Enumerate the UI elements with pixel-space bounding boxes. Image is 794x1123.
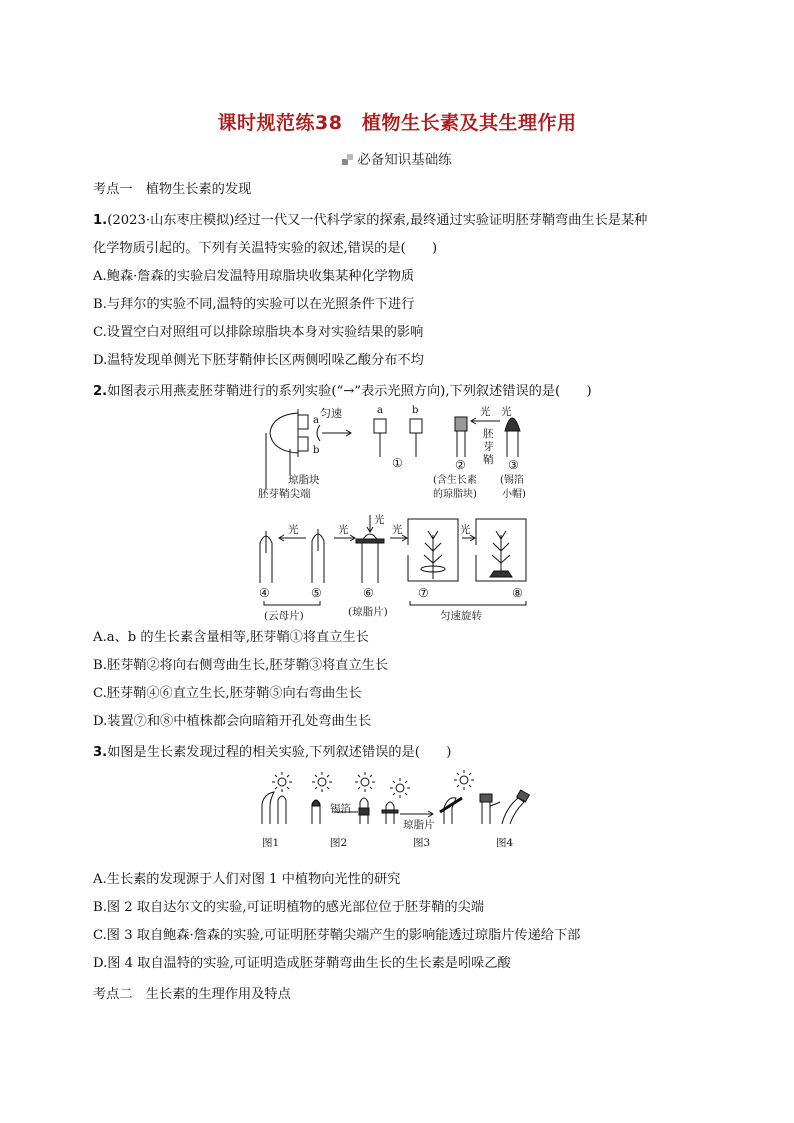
question-2-line-1 bbox=[93, 380, 592, 399]
label-light-7: 光 bbox=[460, 524, 471, 536]
coleoptile-tip-shape bbox=[270, 413, 298, 453]
section-label bbox=[0, 148, 794, 168]
label-fig2: 图2 bbox=[330, 837, 348, 849]
label-n2: ② bbox=[455, 458, 466, 472]
topic-heading-2: 考点二 生长素的生理作用及特点 bbox=[93, 987, 291, 1002]
coleoptile-fig4-a bbox=[482, 802, 490, 824]
label-a: a bbox=[313, 415, 319, 426]
question-3-line-1 bbox=[93, 741, 451, 760]
question-1-option-d: D.温特发现单侧光下胚芽鞘伸长区两侧吲哚乙酸分布不均 bbox=[93, 353, 424, 368]
label-coleoptile-1: 胚 bbox=[483, 428, 494, 440]
question-2-stem: 如图表示用燕麦胚芽鞘进行的系列实验(“→”表示光照方向),下列叙述错误的是( ) bbox=[107, 384, 592, 399]
question-3-option-a: A.生长素的发现源于人们对图 1 中植物向光性的研究 bbox=[93, 872, 401, 887]
question-1-stem-1: (2023·山东枣庄模拟)经过一代又一代科学家的探索,最终通过实验证明胚芽鞘弯曲生长是某种 bbox=[107, 213, 648, 228]
section-label-text: 必备知识基础练 bbox=[357, 152, 452, 168]
label-fig4: 图4 bbox=[496, 837, 514, 849]
agar-block-fig4-a bbox=[480, 794, 492, 802]
sun-4-icon bbox=[396, 784, 404, 792]
question-2-option-b: B.胚芽鞘②将向右侧弯曲生长,胚芽鞘③将直立生长 bbox=[93, 658, 389, 673]
label-agar-sheet: 琼脂片 bbox=[403, 819, 435, 831]
sun-2-rays bbox=[312, 772, 332, 792]
label-fig3: 图3 bbox=[413, 837, 431, 849]
question-1-option-b: B.与拜尔的实验不同,温特的实验可以在光照条件下进行 bbox=[93, 297, 415, 312]
arrow-fig4-line bbox=[490, 802, 500, 806]
sun-3-rays bbox=[355, 772, 375, 792]
label-n3: ③ bbox=[508, 458, 519, 472]
question-3-number: 3. bbox=[93, 745, 108, 760]
section-marker-icon bbox=[342, 154, 354, 165]
caption-mica: (云母片) bbox=[264, 610, 304, 622]
label-light-6: 光 bbox=[392, 524, 403, 536]
bracket-7-8 bbox=[410, 601, 526, 605]
sun-5-icon bbox=[460, 776, 468, 784]
question-3-stem: 如图是生长素发现过程的相关实验,下列叙述错误的是( ) bbox=[107, 745, 452, 760]
label-b: b bbox=[313, 445, 320, 456]
question-2-figure bbox=[250, 403, 550, 623]
straight-coleoptile-fig1 bbox=[278, 796, 286, 824]
label-coleoptile-2: 芽 bbox=[483, 441, 494, 453]
caption-2-line2: 的琼脂块) bbox=[433, 489, 477, 500]
sun-2-icon bbox=[318, 778, 326, 786]
question-2-option-a: A.a、b 的生长素含量相等,胚芽鞘①将直立生长 bbox=[93, 630, 369, 645]
topic-heading-1: 考点一 植物生长素的发现 bbox=[93, 182, 252, 197]
caption-spin: 匀速旋转 bbox=[440, 610, 482, 622]
bent-coleoptile-fig1 bbox=[262, 792, 274, 824]
label-n1: ① bbox=[392, 456, 403, 470]
sun-4-rays bbox=[390, 778, 410, 798]
agar-sheet-6 bbox=[356, 539, 384, 543]
question-1-stem-2: 化学物质引起的。下列有关温特实验的叙述,错误的是( ) bbox=[93, 241, 438, 256]
label-agar-block: 琼脂块 bbox=[288, 474, 320, 486]
caption-agar-sheet: (琼脂片) bbox=[348, 606, 388, 618]
label-light-2: 光 bbox=[501, 406, 512, 418]
label-fig1: 图1 bbox=[262, 837, 280, 849]
caption-3-line1: (锡箔 bbox=[500, 475, 524, 486]
question-1-option-c: C.设置空白对照组可以排除琼脂块本身对实验结果的影响 bbox=[93, 325, 424, 340]
label-rotate: 匀速 bbox=[320, 407, 342, 420]
label-light-5: 光 bbox=[338, 524, 349, 536]
sun-3-icon bbox=[361, 778, 369, 786]
caption-3-line2: 小帽) bbox=[502, 489, 526, 500]
rotation-arc-icon bbox=[317, 425, 320, 441]
page-title: 课时规范练38 植物生长素及其生理作用 bbox=[217, 112, 577, 134]
agar-sheet-fig3-b bbox=[440, 798, 462, 812]
question-2-option-d: D.装置⑦和⑧中植株都会向暗箱开孔处弯曲生长 bbox=[93, 714, 372, 729]
question-1-number: 1. bbox=[93, 213, 108, 228]
question-1-option-a: A.鲍森·詹森的实验启发温特用琼脂块收集某种化学物质 bbox=[93, 269, 415, 284]
caption-2-line1: (含生长素 bbox=[433, 475, 477, 486]
label-n6: ⑥ bbox=[363, 586, 374, 600]
label-tip: 胚芽鞘尖端 bbox=[258, 488, 311, 500]
tin-foil-band-fig2 bbox=[359, 808, 369, 815]
agar-sheet-fig3-a bbox=[382, 810, 398, 813]
block-right-1 bbox=[410, 419, 422, 433]
bracket-4-5 bbox=[264, 601, 320, 605]
sun-5-rays bbox=[454, 770, 474, 790]
label-a-2: a bbox=[377, 405, 383, 416]
tin-foil-cap-icon bbox=[505, 418, 520, 431]
label-n4: ④ bbox=[259, 586, 270, 600]
coleoptile-3-stem bbox=[507, 431, 518, 457]
question-1-line-1 bbox=[93, 209, 647, 228]
agar-block-b bbox=[298, 437, 308, 451]
label-b-2: b bbox=[412, 405, 419, 416]
question-2-option-c: C.胚芽鞘④⑥直立生长,胚芽鞘⑤向右弯曲生长 bbox=[93, 686, 362, 701]
question-3-option-d: D.图 4 取自温特的实验,可证明造成胚芽鞘弯曲生长的生长素是吲哚乙酸 bbox=[93, 956, 511, 971]
label-light-1: 光 bbox=[480, 406, 491, 418]
label-n5: ⑤ bbox=[311, 586, 322, 600]
coleoptile-1-stem bbox=[380, 433, 416, 457]
turntable-8 bbox=[490, 571, 512, 577]
sun-1-rays bbox=[272, 772, 292, 792]
coleoptile-fig4-b bbox=[502, 798, 524, 824]
label-light-3: 光 bbox=[288, 524, 299, 536]
question-2-number: 2. bbox=[93, 384, 108, 399]
agar-block-a bbox=[298, 415, 308, 429]
label-coleoptile-3: 鞘 bbox=[483, 454, 494, 466]
label-light-4: 光 bbox=[374, 514, 385, 526]
tin-foil-cap-fig2 bbox=[312, 800, 320, 806]
coleoptile-2-stem bbox=[457, 431, 465, 457]
sun-1-icon bbox=[278, 778, 286, 786]
block-left-1 bbox=[374, 419, 386, 433]
label-n7: ⑦ bbox=[418, 586, 429, 600]
label-n8: ⑧ bbox=[512, 586, 523, 600]
question-3-figure bbox=[250, 768, 550, 856]
question-3-option-c: C.图 3 取自鲍森·詹森的实验,可证明胚芽鞘尖端产生的影响能透过琼脂片传递给下部 bbox=[93, 928, 581, 943]
label-foil: 锡箔 bbox=[330, 803, 351, 815]
agar-block-fig4-b bbox=[517, 790, 530, 802]
question-3-option-b: B.图 2 取自达尔文的实验,可证明植物的感光部位位于胚芽鞘的尖端 bbox=[93, 900, 484, 915]
auxin-agar-block bbox=[455, 417, 467, 431]
